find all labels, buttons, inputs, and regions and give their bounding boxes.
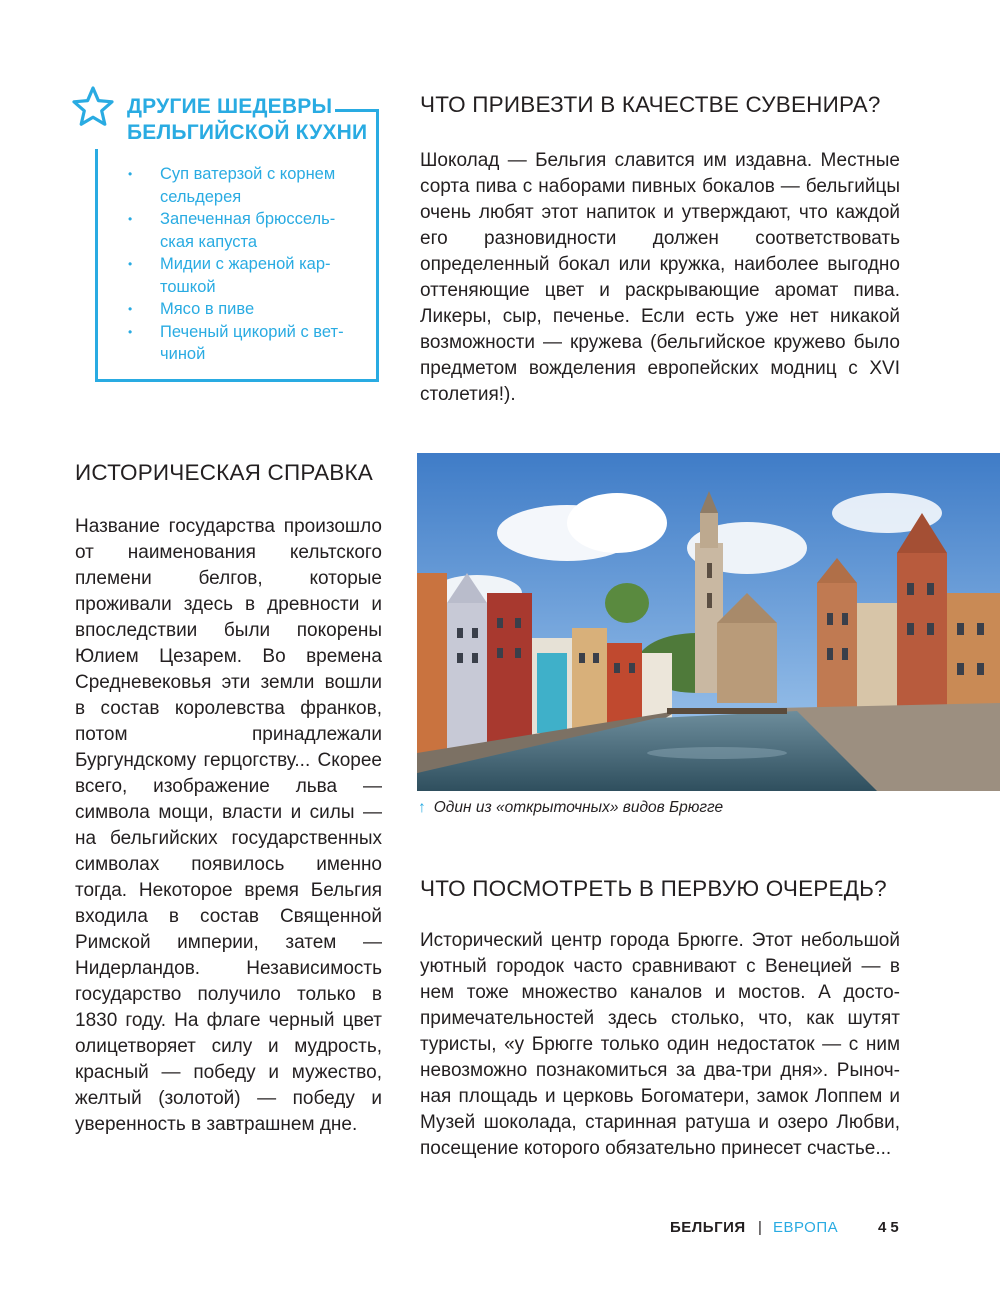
souvenir-heading: ЧТО ПРИВЕЗТИ В КАЧЕСТВЕ СУВЕНИРА? — [420, 92, 881, 117]
sidebar-item: • Печеный цикорий с вет-чиной — [125, 321, 355, 366]
sidebar-list — [125, 163, 355, 366]
photo-caption-text: Один из «открыточных» видов Брюгге — [433, 799, 724, 816]
sidebar-title-line1: ДРУГИЕ ШЕДЕВРЫ — [127, 95, 333, 118]
souvenir-text: Шоколад — Бельгия славится им издавна. Местные сорта пива с наборами пивных бокалов — бельгийцы очень любят этот напиток и утверждают, что каждой его разновидности должен соответствовать определенный бокал или кружка, наиболее выгодно оттеняющие цвет и раскрывающие аромат пива. Ликеры, сыр, печенье. Если есть уже нет никакой возможности — кружева (бельгийское кружево было предметом вожделения европейских модниц с XVI столетия!). — [420, 150, 900, 405]
star-icon — [70, 84, 116, 130]
history-text: Название государства произошло от наименования кельтского племени белгов, которые проживали здесь в древности и впоследствии были покорены Юлием Цезарем. Во времена Средневековья эти земли вошли в состав королевства франков, потом принадлежали Бургундскому герцогству... Скорее всего, изображение льва — символа мощи, власти и силы — на бельгийских государственных символах появилось именно тогда. Некоторое время Бельгия входила в состав Священной Римской империи, затем — Нидерландов. Независимость государство получило только в 1830 году. На флаге черный цвет олицетворяет силу и мудрость, красный — победу и мужество, желтый (золотой) — победу и уверенность в завтрашнем дне. — [75, 516, 382, 1135]
sidebar-item: • Мидии с жареной кар-тошкой — [125, 253, 355, 298]
arrow-up-icon: ↑ — [418, 799, 426, 816]
sidebar-title-line2: БЕЛЬГИЙСКОЙ КУХНИ — [127, 121, 368, 144]
see-first-text: Исторический центр города Брюгге. Этот небольшой уютный городок часто сравнивают с Венецией — в нем тоже множество каналов и мостов. А достопримечательностей здесь столько, что, как шутят туристы, «у Брюгге только один недостаток — с ним невозможно познакомиться за два-три дня». Рыночная площадь и церковь Богоматери, замок Лоппем и Музей шоколада, старинная ратуша и озеро Любви, посещение которого обязательно принесет счастье... — [420, 930, 900, 1159]
sidebar-item: • Суп ватерзой с корнем сельдерея — [125, 163, 355, 208]
photo-caption — [418, 799, 723, 817]
footer-region: ЕВРОПА — [773, 1219, 839, 1236]
page-number: 45 — [878, 1219, 903, 1236]
history-heading: ИСТОРИЧЕСКАЯ СПРАВКА — [75, 460, 374, 485]
sidebar-item: • Запеченная брюссель-ская капуста — [125, 208, 355, 253]
bruges-canal-photo — [417, 453, 1000, 791]
footer-separator: | — [758, 1219, 762, 1236]
footer-country: БЕЛЬГИЯ — [670, 1219, 746, 1236]
sidebar-item: • Мясо в пиве — [125, 298, 355, 321]
see-first-heading: ЧТО ПОСМОТРЕТЬ В ПЕРВУЮ ОЧЕРЕДЬ? — [420, 876, 887, 901]
sidebar-title — [127, 94, 377, 146]
